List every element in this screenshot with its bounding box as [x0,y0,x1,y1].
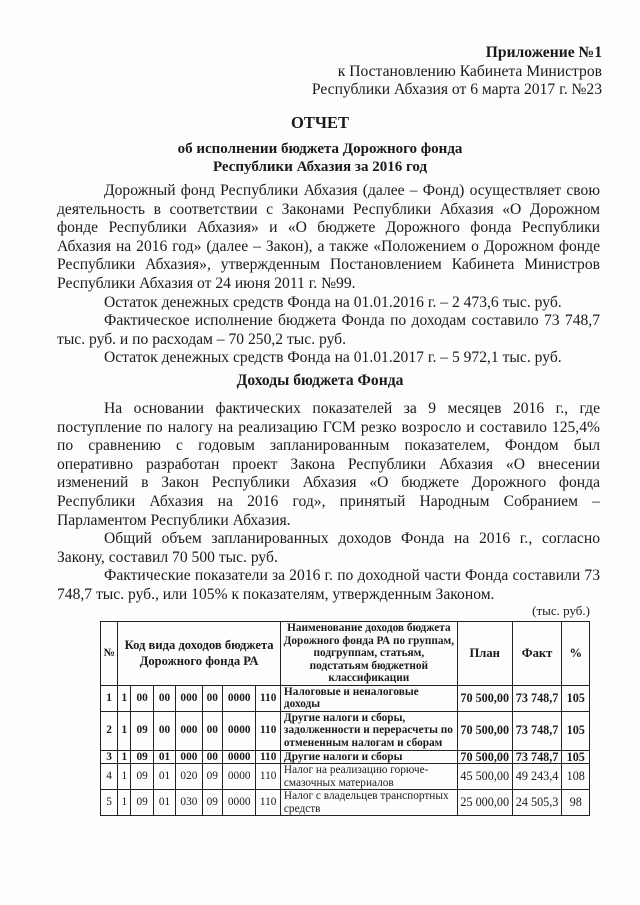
table-row [101,711,590,750]
cell-name: Налог на реализацию горюче-смазочных материалов [280,764,457,790]
cell-code: 000 [176,685,202,711]
cell-code: 1 [118,750,131,764]
report-title: ОТЧЕТ [291,113,349,132]
cell-code: 09 [131,711,153,750]
cell-percent: 108 [562,764,590,790]
table-row [101,764,590,790]
income-section [57,400,600,605]
cell-code: 000 [176,711,202,750]
cell-no: 3 [101,750,118,764]
table-unit-label: (тыс. руб.) [532,603,590,618]
cell-code: 00 [202,750,222,764]
intro-section [57,182,600,368]
cell-code: 1 [118,790,131,816]
income-paragraph: На основании фактических показателей за 9 месяцев 2016 г., где поступление по налогу на реализацию ГСМ резко возросло и составило 125,4% по сравнению с годовым запланированным показателем, Фондом был оперативно разработан проект Закона Республики Абхазия «О внесении изменений в Закон Республики Абхазия «О бюджете Дорожного фонда Республики Абхазия на 2016 год», принятый Народным Собранием – Парламентом Республики Абхазия. [57,400,600,529]
header-fact: Факт [512,622,562,686]
cell-code: 09 [131,750,153,764]
cell-code: 0000 [222,711,256,750]
cell-code: 01 [153,790,175,816]
cell-code: 00 [153,685,175,711]
report-subtitle-line-1: об исполнении бюджета Дорожного фонда [177,141,463,157]
header-plan: План [457,622,512,686]
report-subtitle-line-2: Республики Абхазия за 2016 год [212,159,428,175]
cell-code: 110 [256,685,280,711]
cell-code: 09 [131,790,153,816]
intro-paragraph: Дорожный фонд Республики Абхазия (далее – Фонд) осуществляет свою деятельность в соответствии с Законами Республики Абхазия «О Дорожном фонде Республики Абхазия» и «О бюджете Дорожного фонда Республики Абхазия на 2016 год» (далее – Закон), а также «Положением о Дорожном фонде Республики Абхазия», утвержденным Постановлением Кабинета Министров Республики Абхазия от 24 июня 2011 г. №99. [57,182,600,292]
cell-name: Налоговые и неналоговые доходы [280,685,457,711]
cell-code: 00 [202,685,222,711]
cell-no: 2 [101,711,118,750]
cell-code: 0000 [222,790,256,816]
cell-code: 020 [176,764,202,790]
cell-plan: 70 500,00 [457,685,512,711]
header-code: Код вида доходов бюджета Дорожного фонда РА [118,622,281,686]
cell-percent: 98 [562,790,590,816]
cell-code: 110 [256,711,280,750]
cell-plan: 45 500,00 [457,764,512,790]
cell-fact: 49 243,4 [512,764,562,790]
income-section-heading: Доходы бюджета Фонда [236,372,404,389]
cell-fact: 24 505,3 [512,790,562,816]
report-subtitle [0,140,640,176]
cell-code: 110 [256,764,280,790]
cell-percent: 105 [562,685,590,711]
income-paragraph: Фактические показатели за 2016 г. по доходной части Фонда составили 73 748,7 тыс. руб., или 105% к показателям, утвержденным Законом. [57,567,600,603]
cell-code: 000 [176,750,202,764]
table-row [101,750,590,764]
appendix-line-2: Республики Абхазия от 6 марта 2017 г. №23 [311,81,602,98]
cell-code: 1 [118,685,131,711]
balance-2017-paragraph: Остаток денежных средств Фонда на 01.01.2017 г. – 5 972,1 тыс. руб. [104,349,562,367]
cell-code: 1 [118,711,131,750]
cell-code: 09 [202,764,222,790]
income-paragraph: Общий объем запланированных доходов Фонда на 2016 г., согласно Закону, составил 70 500 тыс. руб. [57,530,600,566]
cell-code: 0000 [222,764,256,790]
header-name: Наименование доходов бюджета Дорожного фонда РА по группам, подгруппам, статьям, подстатьям бюджетной классификации [280,622,457,686]
appendix-header [312,44,602,100]
cell-fact: 73 748,7 [512,750,562,764]
cell-fact: 73 748,7 [512,711,562,750]
cell-code: 030 [176,790,202,816]
cell-percent: 105 [562,750,590,764]
cell-name: Другие налоги и сборы, задолженности и перерасчеты по отмененным налогам и сборам [280,711,457,750]
balance-2016-paragraph: Остаток денежных средств Фонда на 01.01.2016 г. – 2 473,6 тыс. руб. [104,293,562,311]
cell-code: 09 [202,790,222,816]
cell-code: 1 [118,764,131,790]
cell-plan: 25 000,00 [457,790,512,816]
cell-name: Другие налоги и сборы [280,750,457,764]
table-row [101,790,590,816]
cell-code: 01 [153,750,175,764]
cell-no: 5 [101,790,118,816]
cell-code: 00 [153,711,175,750]
cell-code: 00 [131,685,153,711]
table-header-row [101,622,590,686]
cell-plan: 70 500,00 [457,750,512,764]
cell-code: 00 [202,711,222,750]
cell-fact: 73 748,7 [512,685,562,711]
cell-code: 0000 [222,685,256,711]
cell-code: 110 [256,750,280,764]
appendix-label: Приложение №1 [485,44,602,61]
cell-code: 110 [256,790,280,816]
cell-code: 0000 [222,750,256,764]
cell-plan: 70 500,00 [457,711,512,750]
cell-code: 01 [153,764,175,790]
appendix-line-1: к Постановлению Кабинета Министров [337,62,602,80]
execution-paragraph: Фактическое исполнение бюджета Фонда по доходам составило 73 748,7 тыс. руб. и по расходам – 70 250,2 тыс. руб. [57,312,600,348]
header-percent: % [562,622,590,686]
cell-code: 09 [131,764,153,790]
cell-no: 4 [101,764,118,790]
income-table [100,621,590,816]
header-no: № [101,622,118,686]
cell-percent: 105 [562,711,590,750]
cell-no: 1 [101,685,118,711]
cell-name: Налог с владельцев транспортных средств [280,790,457,816]
table-row [101,685,590,711]
